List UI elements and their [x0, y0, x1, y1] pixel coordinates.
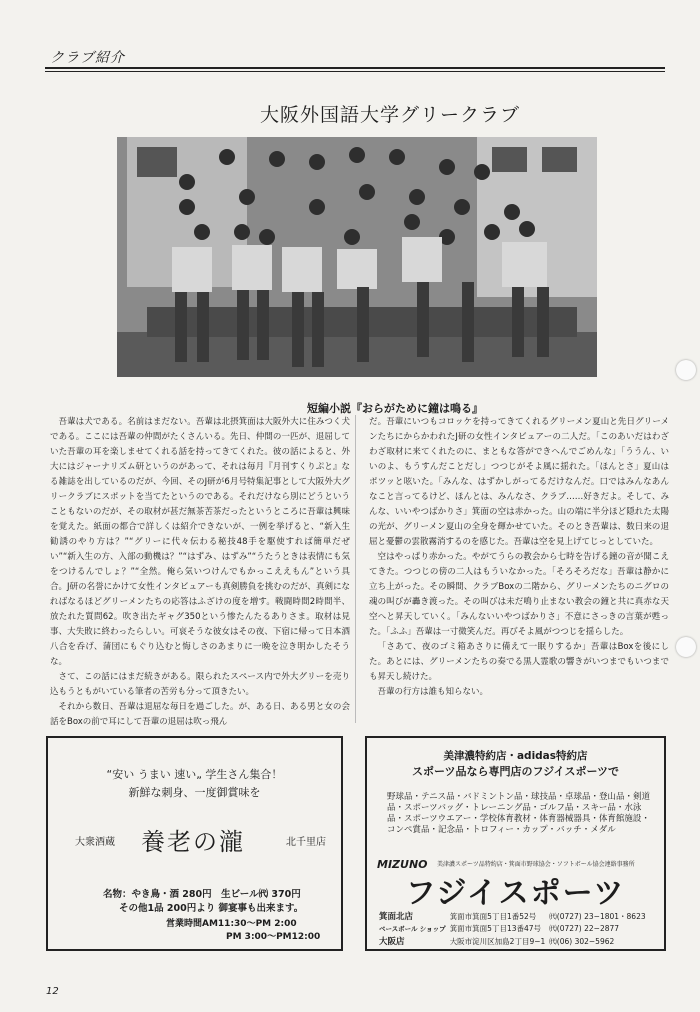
ad-shop-type: 大衆酒蔵	[75, 837, 115, 848]
store-name: ベースボール ショップ	[379, 925, 446, 933]
store-tel: ㈹(06) 302−5962	[549, 936, 615, 946]
ad-product-list: 野球品・テニス品・バドミントン品・球技品・卓球品・登山品・剣道品・スポーツバッグ・トレーニング品・ゴルフ品・スキー品・水泳品・スポーツウエアー・学校体育教材・体育器械器具・体育館施設・コンペ賞品・記念品・トロフィー・カップ・バッチ・メダル	[387, 792, 650, 835]
paragraph: 吾輩は犬である。名前はまだない。吾輩は北摂箕面は大阪外大に住みつく犬である。ここには吾輩の仲間がたくさんいる。先日、仲間の一匹が、退屈していた吾輩の耳を楽しませてくれる話を持ってきてくれた。彼の話によると、外大にはジャーナリズム研というのがあって、それは毎月『月刊すくりぷと』なる雑誌を出しているのだが、今回、そのJ研が6月号特集記事として大阪外大グリークラブにスポットを当てたというのである。それだけなら別にどうということもないのだが、その取材が甚だ無茶苦茶だったというところに吾輩は興味を覚えた。紙面の都合で詳しくは紹介できないが、一例を挙げると、“新入生勧誘のやり方は？”“グリーに代々伝わる秘技48手を駆使すれば簡単だぜい”“新入生の方、入部の動機は？”“はずみ、はずみ”“うたうときは表情にも気をつけるんでしょ？”“全然。俺ら気いつけんでもかっこええもん”という具合。J研の名誉にかけて女性インタビュアーも真剣勝負を挑むのだが、真剣になればなるほどグリーメンたちの応答はふざけの度を増す。戦闘時間2時間半、放たれた質問62。吹き出たギャグ350という惨たんたるありさま。取材は見事、大失敗に終わったらしい。可哀そうな彼女はその夜、下宿に帰って日本酒八合を呑げ、蒲団にもぐり込むと悔しさのあまりに一晩を泣き明かしたそうな。	[50, 417, 350, 667]
ad-hours	[166, 918, 320, 944]
ad-affiliation: 美津濃スポーツ品特約店・箕面市野球協会・ソフトボール協会連絡事務所	[437, 861, 635, 868]
header-rule-thin	[45, 71, 665, 72]
paragraph: それから数日、吾輩は退屈な毎日を過ごした。が、ある日、ある男と女の会話をBoxの前で耳にして吾輩の退屈は吹っ飛ん	[50, 702, 350, 727]
paragraph: 「さあて、夜のゴミ箱あさりに備えて一眠りするか」吾輩はBoxを後にした。あとには、グリーメンたちの奏でる黒人霊歌の響きがいつまでもいつまでも昇天し続けた。	[369, 642, 669, 682]
paragraph: 空はやっぱり赤かった。やがてうらの教会から七時を告げる鐘の音が聞こえてきた。つつじの傍の二人はもういなかった。「そろそろだな」吾輩は静かに立ち上がった。その瞬間、クラブBoxの二階から、グリーメンたちのニグロの魂の叫びが轟き渡った。その叫びは未だ鳴り止まない教会の鐘と共に真赤な天空へと昇天していく。「みんないいやつばかりさ」不意にさっきの言葉が甦った。「ふふ」吾輩は一寸微笑んだ。再びそよ風がつつじを揺らした。	[369, 552, 669, 637]
header-rule	[45, 67, 665, 69]
ad-slogan: “安い うまい 速い„ 学生さん集合！	[106, 768, 283, 781]
store-address: 大阪市淀川区加島2丁目9−1	[449, 936, 546, 946]
ad-menu-line: 名物：やき鳥・酒 280円 生ビール㈹ 370円	[103, 889, 301, 900]
column-divider	[355, 415, 356, 723]
story-column-1	[50, 415, 350, 730]
store-tel: ㈹(0727) 23−1801・8623	[549, 911, 646, 921]
club-title: 大阪外国語大学グリークラブ	[259, 104, 520, 126]
table-row	[379, 935, 650, 948]
table-row	[379, 923, 650, 935]
ad-store-name: フジイスポーツ	[405, 876, 626, 911]
ad-menu	[103, 888, 303, 916]
paragraph: だ。吾輩にいつもコロッケを持ってきてくれるグリーメン夏山と先日グリーメンたちにからかわれたJ研の女性インタビュアーの二人だ。「このあいだはわざわざ取材に来てくれたのに、まともな答ができへんでごめんな」「ううん、いいのよ、もうすんだことだし」つつじがそよ風に揺れた。「ほんとさ」夏山はポツッと呟いた。「みんな、はずかしがってるだけなんだ。口ではみんなあんなこと言ってるけど、ほんとは、みんなさ、クラブ……好きだよ。そして、みんな、いいやつばかりさ」箕面の空は赤かった。山の端に半分ほど隠れた太陽の光が、グリーメン夏山の全身を輝かせていた。そのとき吾輩は、数日来の退屈と憂鬱の雲散霧消するのを感じた。吾輩は空を見上げてじっとしていた。	[369, 417, 669, 547]
ad-slogan-2: 新鮮な刺身、一度御賞味を	[128, 786, 261, 799]
story-caption: 短編小説『おらがために鐘は鳴る』	[307, 402, 483, 415]
ad-shop-name: 養老の瀧	[141, 828, 245, 856]
paragraph: さて、この話にはまだ続きがある。限られたスペース内で外大グリーを売り込もうともがいている筆者の苦労も分って頂きたい。	[50, 672, 350, 697]
section-heading: クラブ紹介	[50, 50, 125, 66]
yoronotaki-ad	[46, 736, 343, 951]
page-number: 12	[46, 986, 59, 997]
store-address: 箕面市箕面5丁目1番52号	[449, 911, 537, 921]
store-address: 箕面市箕面5丁目13番47号	[449, 924, 542, 933]
ad-hours-line: PM 3:00〜PM12:00	[226, 932, 321, 942]
store-name: 箕面北店	[379, 912, 414, 922]
binder-hole	[676, 360, 696, 380]
ad-menu-line: その他1品 200円より 御宴事も出来ます。	[119, 903, 304, 914]
store-name: 大阪店	[379, 937, 405, 947]
store-tel: ㈹(0727) 22−2877	[549, 924, 620, 933]
ad-shop-branch: 北千里店	[286, 837, 326, 848]
paragraph: 吾輩の行方は誰も知らない。	[377, 687, 489, 697]
store-list	[379, 910, 650, 948]
binder-hole	[676, 637, 696, 657]
fujii-sports-ad	[365, 736, 666, 951]
group-photo	[117, 137, 597, 377]
mizuno-logo: MIZUNO	[377, 858, 428, 871]
ad-dealer-line: 美津濃特約店・adidas特約店	[443, 750, 588, 762]
table-row	[379, 910, 650, 923]
story-column-2	[369, 415, 669, 700]
ad-headline: スポーツ品なら専門店のフジイスポーツで	[411, 765, 620, 778]
ad-hours-line: 営業時間AM11:30〜PM 2:00	[166, 919, 297, 929]
group-photo-illustration	[117, 137, 597, 377]
